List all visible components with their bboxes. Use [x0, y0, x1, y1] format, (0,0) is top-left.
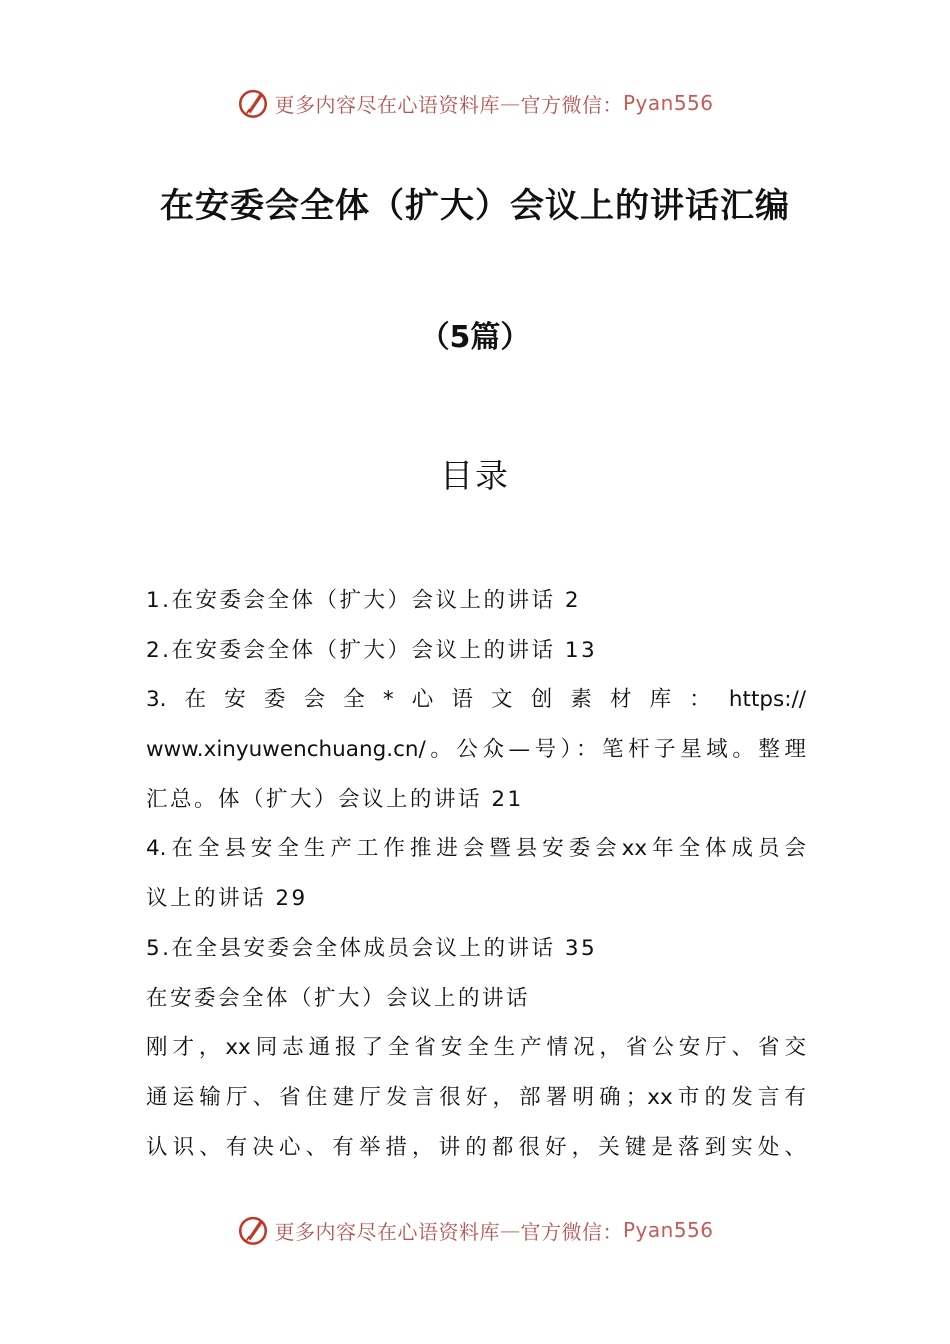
- toc-entry-4-line-2[interactable]: 议上的讲话 29: [146, 886, 308, 912]
- paragraph-line: 通运输厅、省住建厅发言很好，部署明确；xx市的发言有: [146, 1084, 806, 1110]
- banner-text: 更多内容尽在心语资料库: [274, 92, 500, 117]
- paragraph-line: 认识、有决心、有举措，讲的都很好，关键是落到实处、: [146, 1134, 806, 1160]
- toc-entry-2[interactable]: 2.在安委会全体（扩大）会议上的讲话 13: [146, 637, 598, 663]
- toc-entry-3-line-2[interactable]: www.xinyuwenchuang.cn/。公众—号）：笔杆子星域。整理: [146, 737, 806, 763]
- banner-account: Pyan556: [622, 91, 714, 115]
- document-title: 在安委会全体（扩大）会议上的讲话汇编: [160, 186, 790, 226]
- toc-entry-1[interactable]: 1.在安委会全体（扩大）会议上的讲话 2: [146, 588, 582, 613]
- section-heading: 在安委会全体（扩大）会议上的讲话: [146, 985, 531, 1011]
- header-banner: [0, 83, 950, 123]
- banner-text: 更多内容尽在心语资料库: [274, 1219, 500, 1244]
- banner-official-label: 官方微信：: [520, 92, 623, 117]
- document-body: [146, 576, 806, 1172]
- paragraph-line: 刚才，xx同志通报了全省安全生产情况，省公安厅、省交: [146, 1035, 806, 1061]
- banner-account: Pyan556: [622, 1218, 714, 1242]
- toc-entry-3-line-1[interactable]: 3.在安委会全*心语文创素材库：https://: [146, 687, 806, 713]
- document-subtitle: （5篇）: [419, 320, 531, 355]
- banner-dash: —: [499, 1218, 521, 1242]
- toc-heading: 目录: [440, 456, 510, 495]
- quill-pen-logo-icon: [236, 1213, 270, 1247]
- banner-official-label: 官方微信：: [520, 1219, 623, 1244]
- toc-entry-3-line-3[interactable]: 汇总。体（扩大）会议上的讲话 21: [146, 786, 524, 812]
- toc-entry-4-line-1[interactable]: 4.在全县安全生产工作推进会暨县安委会xx年全体成员会: [146, 836, 806, 862]
- footer-banner: [0, 1210, 950, 1250]
- toc-entry-5[interactable]: 5.在全县安委会全体成员会议上的讲话 35: [146, 935, 598, 961]
- quill-pen-logo-icon: [236, 86, 270, 120]
- banner-dash: —: [499, 91, 521, 115]
